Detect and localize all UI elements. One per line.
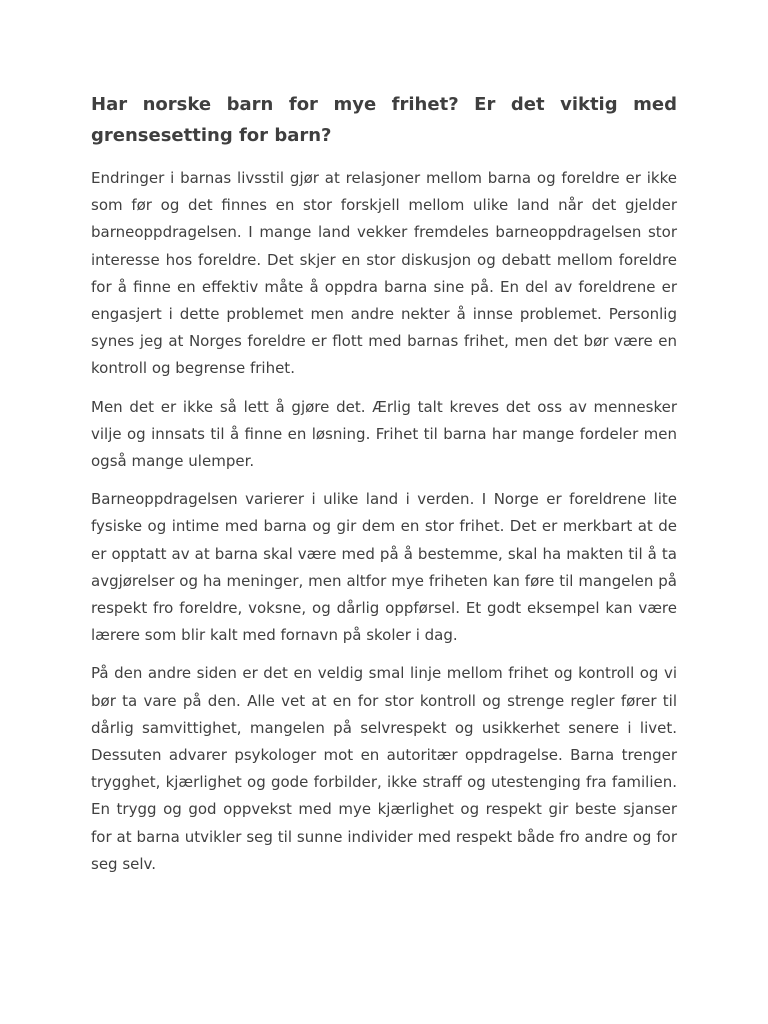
- paragraph-1: Endringer i barnas livsstil gjør at relasjoner mellom barna og foreldre er ikke som før og det finnes en stor forskjell mellom ulike land når det gjelder barneoppdragelsen. I mange land vekker fremdeles barneoppdragelsen stor interesse hos foreldre. Det skjer en stor diskusjon og debatt mellom foreldre for å finne en effektiv måte å oppdra barna sine på. En del av foreldrene er engasjert i dette problemet men andre nekter å innse problemet. Personlig synes jeg at Norges foreldre er flott med barnas frihet, men det bør være en kontroll og begrense frihet.: [91, 169, 677, 378]
- paragraph-4: På den andre siden er det en veldig smal linje mellom frihet og kontroll og vi bør ta vare på den. Alle vet at en for stor kontroll og strenge regler fører til dårlig samvittighet, mangelen på selvrespekt og usikkerhet senere i livet. Dessuten advarer psykologer mot en autoritær oppdragelse. Barna trenger trygghet, kjærlighet og gode forbilder, ikke straff og utestenging fra familien. En trygg og god oppvekst med mye kjærlighet og respekt gir beste sjanser for at barna utvikler seg til sunne individer med respekt både fro andre og for seg selv.: [91, 664, 677, 873]
- paragraph-3: Barneoppdragelsen varierer i ulike land i verden. I Norge er foreldrene lite fysiske og intime med barna og gir dem en stor frihet. Det er merkbart at de er opptatt av at barna skal være med på å bestemme, skal ha makten til å ta avgjørelser og ha meninger, men altfor mye friheten kan føre til mangelen på respekt fro foreldre, voksne, og dårlig oppførsel. Et godt eksempel kan være lærere som blir kalt med fornavn på skoler i dag.: [91, 490, 677, 645]
- document-title: Har norske barn for mye frihet? Er det viktig med grensesetting for barn?: [91, 94, 677, 146]
- paragraph-2: Men det er ikke så lett å gjøre det. Ærlig talt kreves det oss av mennesker vilje og innsats til å finne en løsning. Frihet til barna har mange fordeler men også mange ulemper.: [91, 397, 677, 471]
- document-page: [91, 89, 677, 889]
